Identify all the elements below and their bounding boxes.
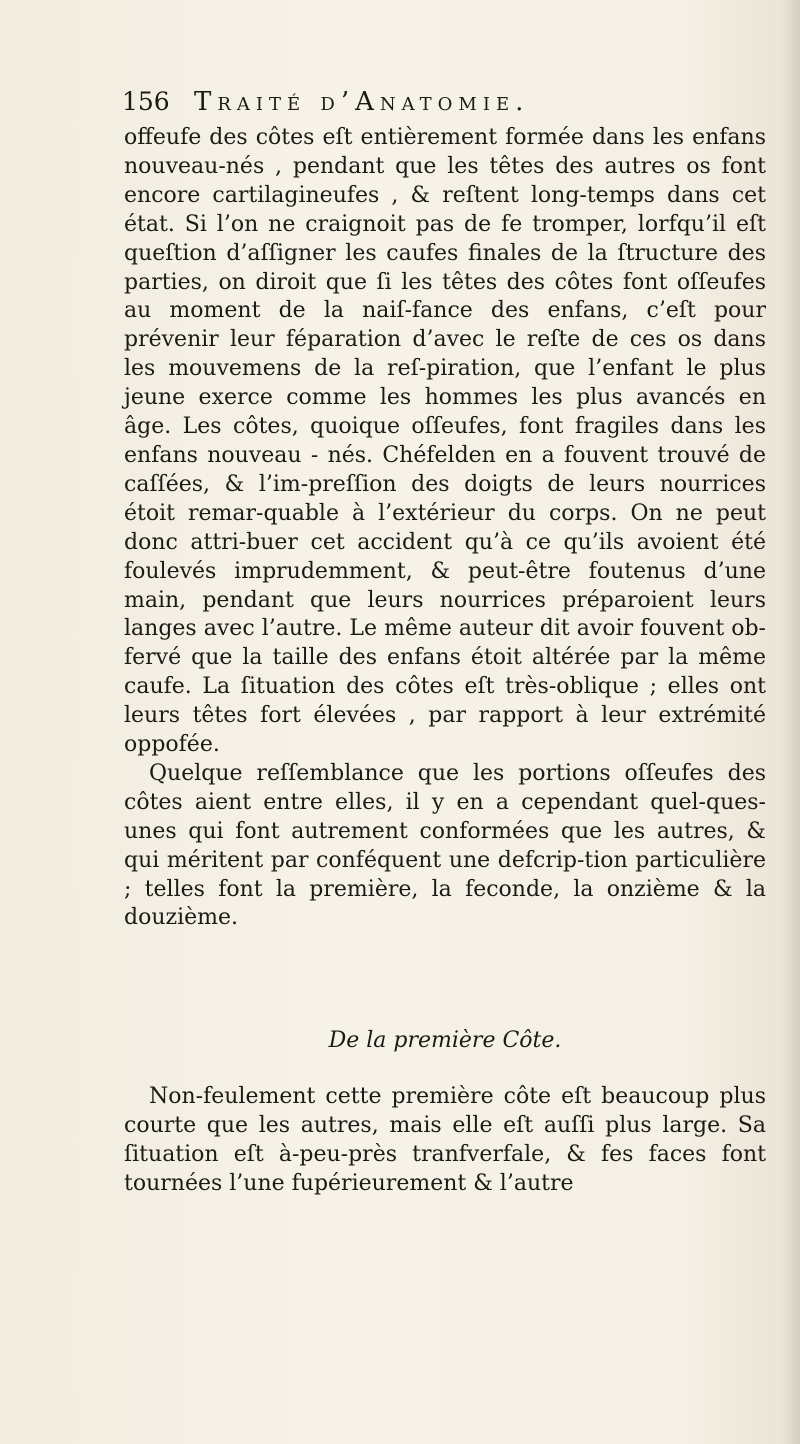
running-head: Traité d’Anatomie. xyxy=(194,87,530,117)
section-paragraph: Non-feulement cette première côte eſt beaucoup plus courte que les autres, mais elle eſt auſſi plus large. Sa ſituation eſt à-peu-près tranfverfale, & fes faces font tournées l’une fupérieurement & l’autre xyxy=(124,1084,766,1196)
paragraph-1: offeufe des côtes eſt entièrement formée dans les enfans nouveau-nés , pendant que les têtes des autres os font encore cartilagineufes , & reſtent long-temps dans cet état. Si l’on ne craignoit pas de fe tromper, lorfqu’il eſt queſtion d’aſſigner les caufes finales de la ſtructure des parties, on diroit que ſi les têtes des côtes font oſſeufes au moment de la naiſ-fance des enfans, c’eſt pour prévenir leur féparation d’avec le reſte de ces os dans les mouvemens de la reſ-piration, que l’enfant le plus jeune exerce comme les hommes les plus avancés en âge. Les côtes, quoique oſſeufes, font fragiles dans les enfans nouveau - nés. Chéfelden en a fouvent trouvé de caſſées, & l’im-preſſion des doigts de leurs nourrices étoit remar-quable à l’extérieur du corps. On ne peut donc attri-buer cet accident qu’à ce qu’ils avoient été foulevés imprudemment, & peut-être foutenus d’une main, pendant que leurs nourrices préparoient leurs langes avec l’autre. Le même auteur dit avoir fouvent ob-fervé que la taille des enfans étoit altérée par la même caufe. La ſituation des côtes eſt très-oblique ; elles ont leurs têtes fort élevées , par rapport à leur extrémité oppofée. xyxy=(124,125,766,758)
page-number: 156 xyxy=(122,87,170,116)
paragraph-2: Quelque reſſemblance que les portions oſſeufes des côtes aient entre elles, il y en a cependant quel-ques-unes qui font autrement conformées que les autres, & qui méritent par conféquent une defcrip-tion particulière ; telles font la première, la feconde, la onzième & la douzième. xyxy=(124,760,766,931)
page-header xyxy=(122,84,762,124)
section-heading: De la première Côte. xyxy=(328,1028,562,1053)
section-text xyxy=(124,1083,766,1199)
body-text xyxy=(124,124,766,933)
page-edge-shadow xyxy=(782,0,800,1444)
